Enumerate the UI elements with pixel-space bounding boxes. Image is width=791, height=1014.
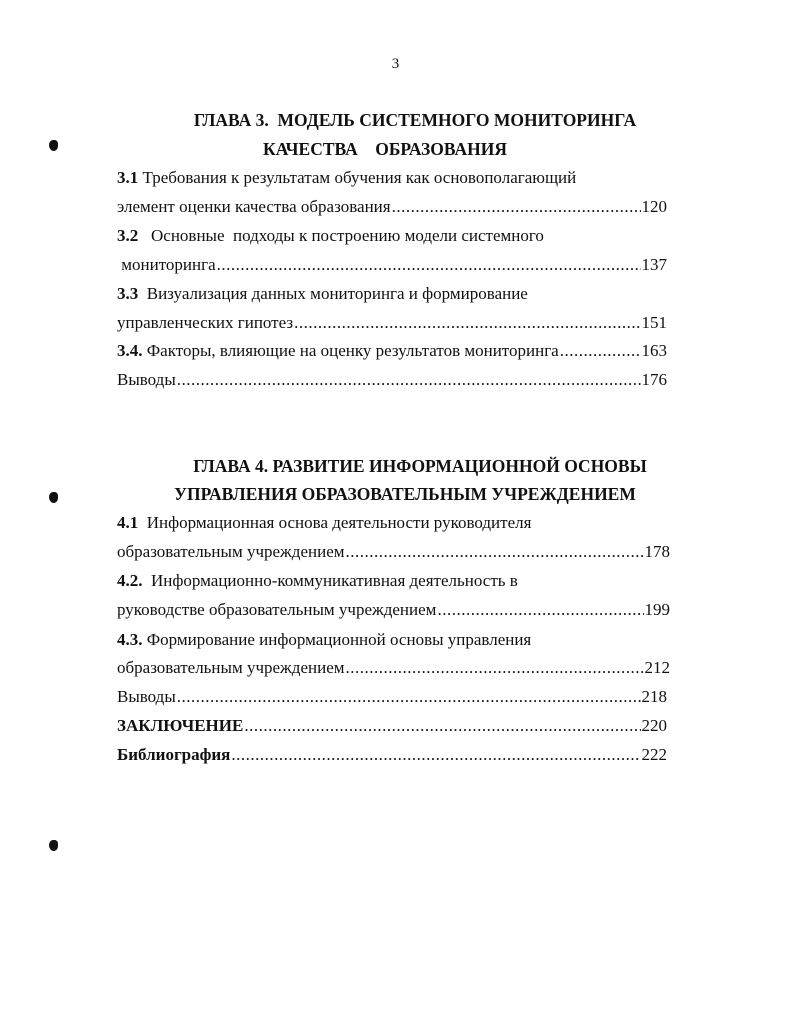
toc-entry-3-conclusions — [117, 370, 667, 392]
entry-title: Информационная основа деятельности руководителя — [138, 513, 532, 532]
entry-title: Выводы — [117, 370, 176, 389]
entry-number: 3.1 — [117, 168, 139, 187]
scan-margin-mark — [49, 140, 58, 151]
entry-title: Информационно-коммуникативная деятельность в — [142, 571, 518, 590]
toc-entry-3-3 — [117, 284, 528, 306]
dot-leader — [231, 745, 640, 765]
toc-entry-4-1-cont — [117, 542, 670, 564]
entry-title: ЗАКЛЮЧЕНИЕ — [117, 716, 244, 735]
dot-leader — [177, 370, 641, 390]
entry-title: элемент оценки качества образования — [117, 197, 391, 216]
dot-leader — [392, 197, 641, 217]
toc-entry-4-conclusions — [117, 687, 667, 709]
entry-page: 137 — [641, 255, 667, 274]
toc-entry-3-3-cont — [117, 313, 667, 335]
entry-title: Факторы, влияющие на оценку результатов мониторинга — [142, 341, 559, 360]
entry-title: Библиография — [117, 745, 231, 764]
dot-leader — [294, 313, 640, 333]
dot-leader — [437, 600, 643, 620]
scan-margin-mark — [49, 492, 58, 503]
dot-leader — [560, 341, 641, 361]
scan-margin-mark — [49, 840, 58, 851]
toc-entry-3-1-cont — [117, 197, 667, 219]
toc-entry-4-3-cont — [117, 658, 670, 680]
entry-title: Основные подходы к построению модели системного — [138, 226, 544, 245]
entry-page: 199 — [644, 600, 670, 619]
entry-page: 212 — [644, 658, 670, 677]
entry-title: образовательным учреждением — [117, 542, 345, 561]
page-number: 3 — [391, 56, 400, 72]
toc-entry-3-2-cont — [117, 255, 667, 277]
entry-page: 176 — [641, 370, 667, 389]
entry-title: Требования к результатам обучения как основополагающий — [138, 168, 577, 187]
entry-page: 178 — [644, 542, 670, 561]
entry-page: 163 — [641, 341, 667, 360]
entry-page: 218 — [641, 687, 667, 706]
dot-leader — [244, 716, 640, 736]
toc-entry-bibliography — [117, 745, 667, 767]
entry-title: Выводы — [117, 687, 176, 706]
chapter-4-title-line2: УПРАВЛЕНИЯ ОБРАЗОВАТЕЛЬНЫМ УЧРЕЖДЕНИЕМ — [174, 484, 636, 504]
entry-number: 4.1 — [117, 513, 139, 532]
toc-entry-4-1 — [117, 513, 531, 535]
toc-entry-3-2 — [117, 226, 544, 248]
entry-title: Визуализация данных мониторинга и формирование — [138, 284, 528, 303]
toc-entry-4-3 — [117, 630, 531, 652]
chapter-3-title-line2: КАЧЕСТВА ОБРАЗОВАНИЯ — [263, 139, 507, 159]
entry-number: 4.3. — [117, 630, 143, 649]
chapter-4-title-line1: ГЛАВА 4. РАЗВИТИЕ ИНФОРМАЦИОННОЙ ОСНОВЫ — [193, 456, 647, 476]
entry-title: руководстве образовательным учреждением — [117, 600, 437, 619]
toc-entry-conclusion — [117, 716, 667, 738]
entry-page: 222 — [641, 745, 667, 764]
chapter-3-title-line1: ГЛАВА 3. МОДЕЛЬ СИСТЕМНОГО МОНИТОРИНГА — [193, 110, 637, 130]
entry-title: мониторинга — [117, 255, 216, 274]
entry-number: 3.3 — [117, 284, 139, 303]
entry-number: 3.2 — [117, 226, 139, 245]
toc-entry-3-4 — [117, 341, 667, 363]
dot-leader — [177, 687, 641, 707]
dot-leader — [346, 658, 644, 678]
entry-page: 220 — [641, 716, 667, 735]
toc-entry-4-2 — [117, 571, 518, 593]
toc-entry-4-2-cont — [117, 600, 670, 622]
entry-title: Формирование информационной основы управления — [142, 630, 532, 649]
entry-number: 3.4. — [117, 341, 143, 360]
entry-page: 151 — [641, 313, 667, 332]
dot-leader — [346, 542, 644, 562]
entry-page: 120 — [641, 197, 667, 216]
entry-number: 4.2. — [117, 571, 143, 590]
dot-leader — [217, 255, 641, 275]
entry-title: образовательным учреждением — [117, 658, 345, 677]
entry-title: управленческих гипотез — [117, 313, 294, 332]
toc-entry-3-1 — [117, 168, 576, 190]
